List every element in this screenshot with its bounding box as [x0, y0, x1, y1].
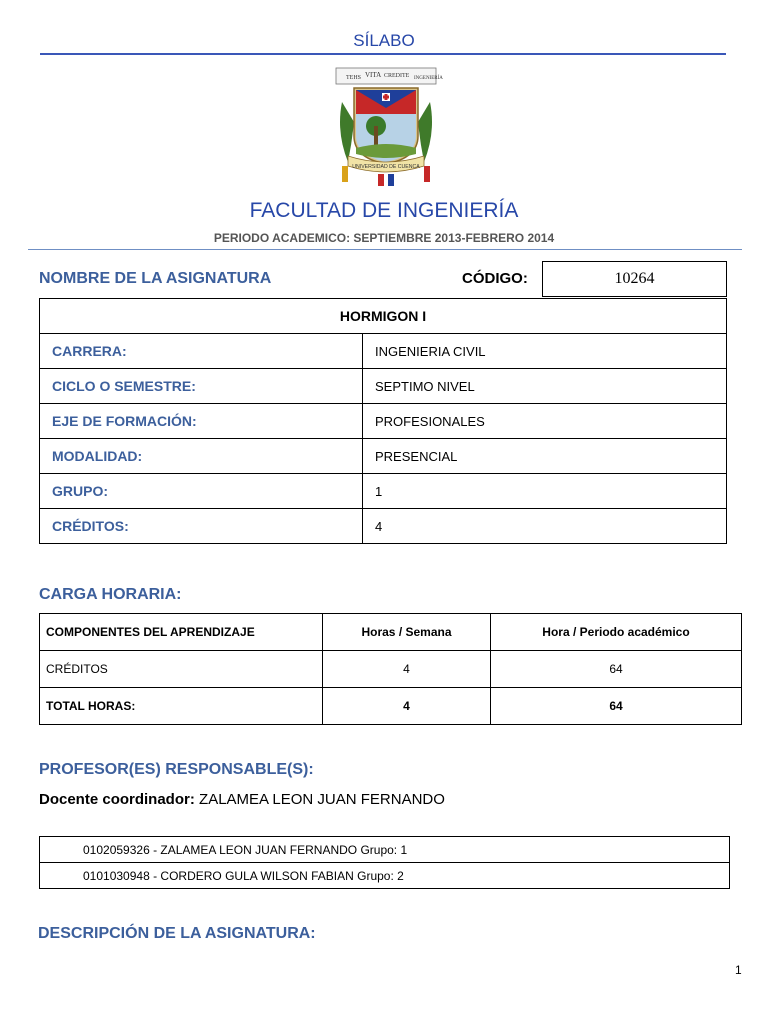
table-row [40, 369, 727, 404]
codigo-label: CÓDIGO: [462, 270, 528, 287]
carga-table [39, 613, 742, 725]
page-number: 1 [735, 963, 742, 977]
descripcion-heading: DESCRIPCIÓN DE LA ASIGNATURA: [38, 925, 316, 942]
carga-heading: CARGA HORARIA: [39, 586, 182, 603]
row-label: CICLO O SEMESTRE: [40, 369, 363, 404]
document-title: SÍLABO [353, 31, 415, 50]
table-row [40, 651, 742, 688]
row-value: SEPTIMO NIVEL [363, 369, 727, 404]
table-cell: 4 [323, 688, 491, 725]
table-cell: 4 [323, 651, 491, 688]
table-cell: 64 [491, 688, 742, 725]
svg-text:INGENIERÍA: INGENIERÍA [414, 76, 443, 81]
row-label: CRÉDITOS: [40, 509, 363, 544]
table-header-row [40, 614, 742, 651]
docente-coordinador [39, 791, 445, 808]
row-label: EJE DE FORMACIÓN: [40, 404, 363, 439]
row-label: MODALIDAD: [40, 439, 363, 474]
row-label: CARRERA: [40, 334, 363, 369]
title-divider [40, 53, 726, 55]
asignatura-table [39, 298, 727, 544]
column-header: Horas / Semana [323, 614, 491, 651]
asignatura-heading: NOMBRE DE LA ASIGNATURA [39, 270, 272, 287]
row-value: 4 [363, 509, 727, 544]
docente-coordinador-name: ZALAMEA LEON JUAN FERNANDO [199, 791, 445, 808]
table-cell: CRÉDITOS [40, 651, 323, 688]
codigo-value: 10264 [542, 261, 727, 297]
row-value: PROFESIONALES [363, 404, 727, 439]
list-item [40, 863, 730, 889]
row-value: INGENIERIA CIVIL [363, 334, 727, 369]
profesores-heading: PROFESOR(ES) RESPONSABLE(S): [39, 761, 314, 778]
header-divider [28, 249, 742, 250]
table-row [40, 334, 727, 369]
table-row [40, 439, 727, 474]
profesores-list [39, 836, 730, 889]
table-row [40, 688, 742, 725]
asignatura-name: HORMIGON I [40, 299, 727, 334]
academic-period: PERIODO ACADEMICO: SEPTIEMBRE 2013-FEBRERO 2014 [213, 231, 555, 245]
university-crest-logo [334, 62, 443, 190]
docente-coordinador-label: Docente coordinador: [39, 791, 195, 808]
row-value: 1 [363, 474, 727, 509]
svg-text:CREDITE: CREDITE [384, 73, 410, 79]
svg-text:TEHS: TEHS [346, 75, 361, 81]
column-header: Hora / Periodo académico [491, 614, 742, 651]
profesor-entry: 0102059326 - ZALAMEA LEON JUAN FERNANDO Grupo: 1 [40, 837, 730, 863]
table-row [40, 474, 727, 509]
column-header: COMPONENTES DEL APRENDIZAJE [40, 614, 323, 651]
table-row [40, 404, 727, 439]
row-value: PRESENCIAL [363, 439, 727, 474]
faculty-title: FACULTAD DE INGENIERÍA [249, 199, 519, 222]
svg-text:UNIVERSIDAD DE CUENCA: UNIVERSIDAD DE CUENCA [352, 164, 420, 170]
svg-text:VITA: VITA [365, 71, 382, 79]
row-label: GRUPO: [40, 474, 363, 509]
table-row [40, 509, 727, 544]
table-cell: 64 [491, 651, 742, 688]
table-cell: TOTAL HORAS: [40, 688, 323, 725]
list-item [40, 837, 730, 863]
profesor-entry: 0101030948 - CORDERO GULA WILSON FABIAN Grupo: 2 [40, 863, 730, 889]
